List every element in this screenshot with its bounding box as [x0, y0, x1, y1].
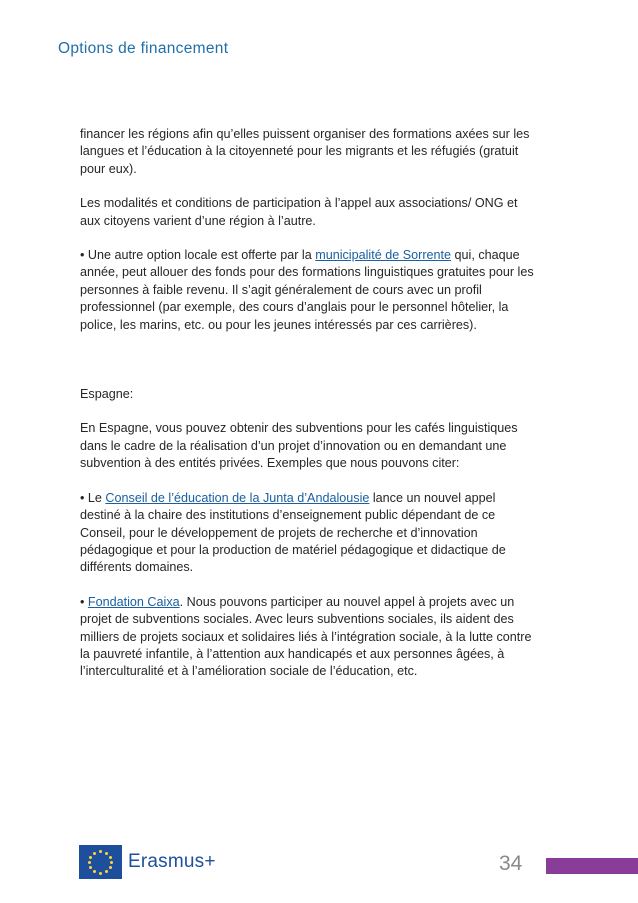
paragraph-sorrente-prefix: • Une autre option locale est offerte par la — [80, 248, 316, 263]
link-municipalite-sorrente[interactable]: municipalité de Sorrente — [315, 248, 452, 263]
paragraph-regions: financer les régions afin qu’elles puissent organiser des formations axées sur les langues et l’éducation à la citoyenneté pour les migrants et les réfugiés (gratuit pour eux). — [80, 127, 530, 176]
paragraph-caixa-suffix: . Nous pouvons participer au nouvel appel à projets avec un projet de subventions sociales. Avec leurs subventions sociales, ils aident des milliers de projets sociaux et solidaires liés à l’intégration sociale, à la lutte contre la pauvreté infantile, à l’attention aux handicapés et aux personnes âgées, à l’interculturalité et à l’amélioration sociale de l’éducation, etc. — [80, 594, 532, 679]
paragraph-espagne-intro: En Espagne, vous pouvez obtenir des subventions pour les cafés linguistiques dans le cadre de la réalisation d’un projet d’innovation ou en demandant une subvention à des entités privées. Exemples que nous pouvons citer: — [80, 421, 518, 471]
eu-flag-icon — [79, 845, 122, 879]
page-number: 34 — [499, 852, 523, 875]
page-section-title: Options de financement — [58, 40, 229, 57]
document-body — [80, 126, 536, 681]
paragraph-modalites: Les modalités et conditions de participation à l’appel aux associations/ ONG et aux citoyens varient d’une région à l’autre. — [80, 196, 518, 228]
paragraph-caixa — [80, 594, 536, 681]
paragraph-junta-prefix: • Le — [80, 490, 106, 505]
paragraph-junta — [80, 490, 536, 577]
paragraph-sorrente — [80, 247, 536, 334]
erasmus-logo-text: Erasmus+ — [128, 851, 216, 872]
paragraph-sorrente-suffix: qui, chaque année, peut allouer des fonds pour des formations linguistiques gratuites pour les personnes à faible revenu. Il s’agit généralement de cours avec un profil professionnel (par exemple, des cours d’anglais pour le personnel hôtelier, la police, les marins, etc. ou pour les jeunes intéressés par ces carrières). — [80, 248, 534, 332]
footer-accent-bar — [546, 858, 638, 874]
paragraph-junta-suffix: lance un nouvel appel destiné à la chaire des institutions d’enseignement public dépendant de ce Conseil, pour le développement de projets de recherche et d’innovation pédagogique et pour la production de matériel pédagogique et didactique de différents domaines. — [80, 490, 506, 575]
paragraph-caixa-prefix: • — [80, 594, 88, 609]
link-fondation-caixa[interactable]: Fondation Caixa — [87, 594, 180, 609]
heading-espagne: Espagne: — [80, 387, 134, 402]
erasmus-logo — [79, 845, 216, 879]
link-conseil-education-junta[interactable]: Conseil de l’éducation de la Junta d’Andalousie — [105, 490, 370, 505]
